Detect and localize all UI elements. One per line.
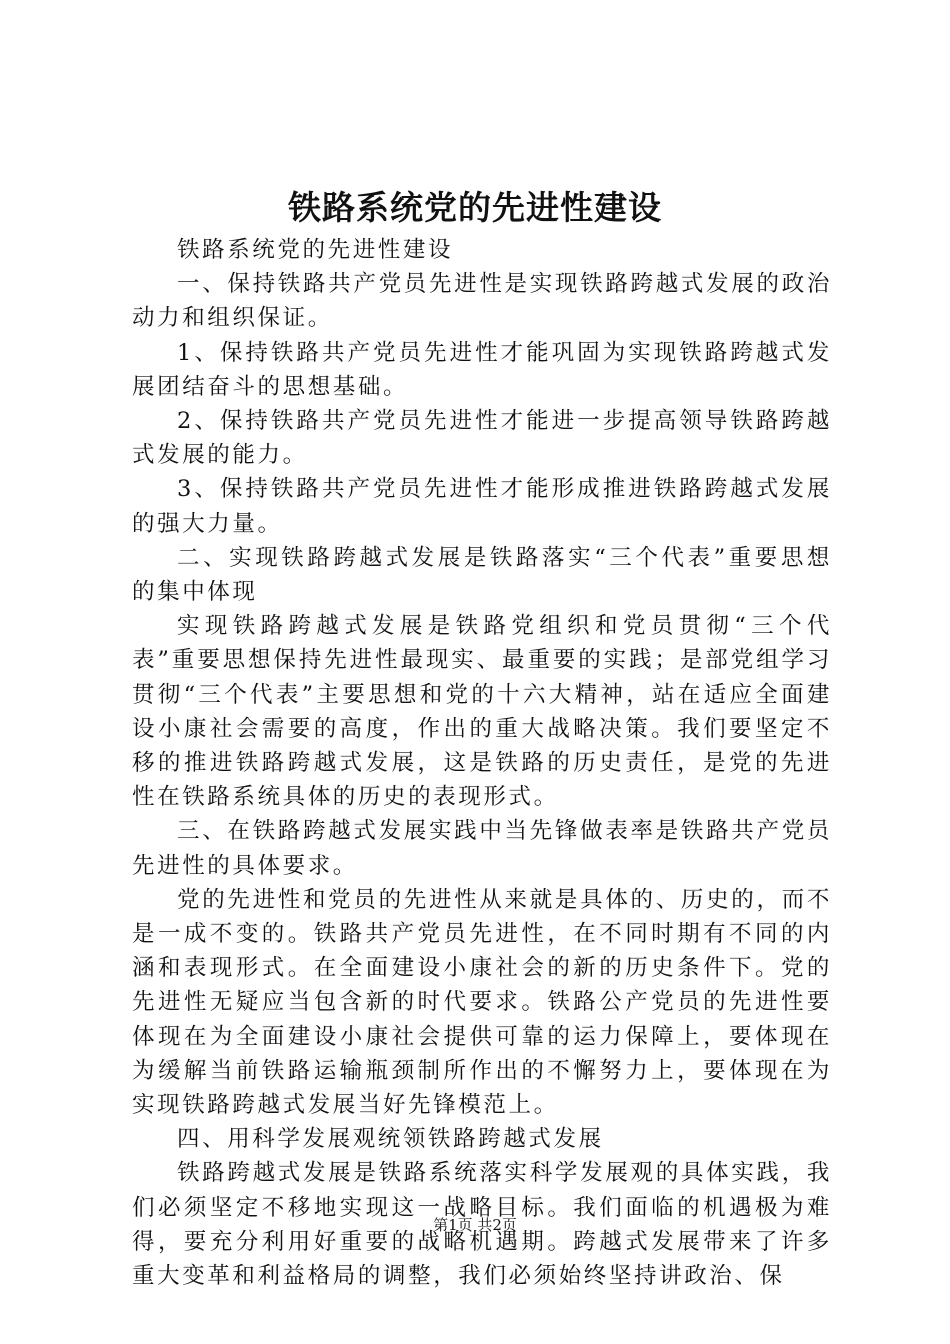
paragraph-section-2: 二、实现铁路跨越式发展是铁路落实“三个代表”重要思想的集中体现 (132, 544, 832, 606)
paragraph-section-3: 三、在铁路跨越式发展实践中当先锋做表率是铁路共产党员先进性的具体要求。 (132, 818, 832, 879)
paragraph-section-3-body: 党的先进性和党员的先进性从来就是具体的、历史的，而不是一成不变的。铁路共产党员先进性，在不同时期有不同的内涵和表现形式。在全面建设小康社会的新的历史条件下。党的先进性无疑应当包含新的时代要求。铁路公产党员的先进性要体现在为全面建设小康社会提供可靠的运力保障上，要体现在为缓解当前铁路运输瓶颈制所作出的不懈努力上，要体现在为实现铁路跨越式发展当好先锋模范上。 (132, 886, 832, 1119)
paragraph-section-4-body: 铁路跨越式发展是铁路系统落实科学发展观的具体实践，我们必须坚定不移地实现这一战略目标。我们面临的机遇极为难得，要充分利用好重要的战略机遇期。跨越式发展带来了许多重大变革和利益格局的调整，我们必须始终坚持讲政治、保 (132, 1160, 832, 1290)
paragraph-subtitle: 铁路系统党的先进性建设 (177, 237, 454, 263)
paragraph-section-2-body: 实现铁路跨越式发展是铁路党组织和党员贯彻“三个代表”重要思想保持先进性最现实、最重要的实践；是部党组学习贯彻“三个代表”主要思想和党的十六大精神，站在适应全面建设小康社会需要的高度，作出的重大战略决策。我们要坚定不移的推进铁路跨越式发展，这是铁路的历史责任，是党的先进性在铁路系统具体的历史的表现形式。 (132, 613, 832, 811)
paragraph-section-1: 一、保持铁路共产党员先进性是实现铁路跨越式发展的政治动力和组织保证。 (132, 271, 832, 332)
paragraph-section-4: 四、用科学发展观统领铁路跨越式发展 (177, 1126, 604, 1153)
page-number-footer: 第1页 共2页 (433, 1216, 517, 1234)
paragraph-item-1: 1、保持铁路共产党员先进性才能巩固为实现铁路跨越式发展团结奋斗的思想基础。 (132, 339, 832, 400)
paragraph-item-3: 3、保持铁路共产党员先进性才能形成推进铁路跨越式发展的强大力量。 (132, 476, 832, 537)
document-body (132, 233, 832, 1293)
paragraph-item-2: 2、保持铁路共产党员先进性才能进一步提高领导铁路跨越式发展的能力。 (132, 408, 832, 469)
document-title: 铁路系统党的先进性建设 (288, 188, 662, 227)
